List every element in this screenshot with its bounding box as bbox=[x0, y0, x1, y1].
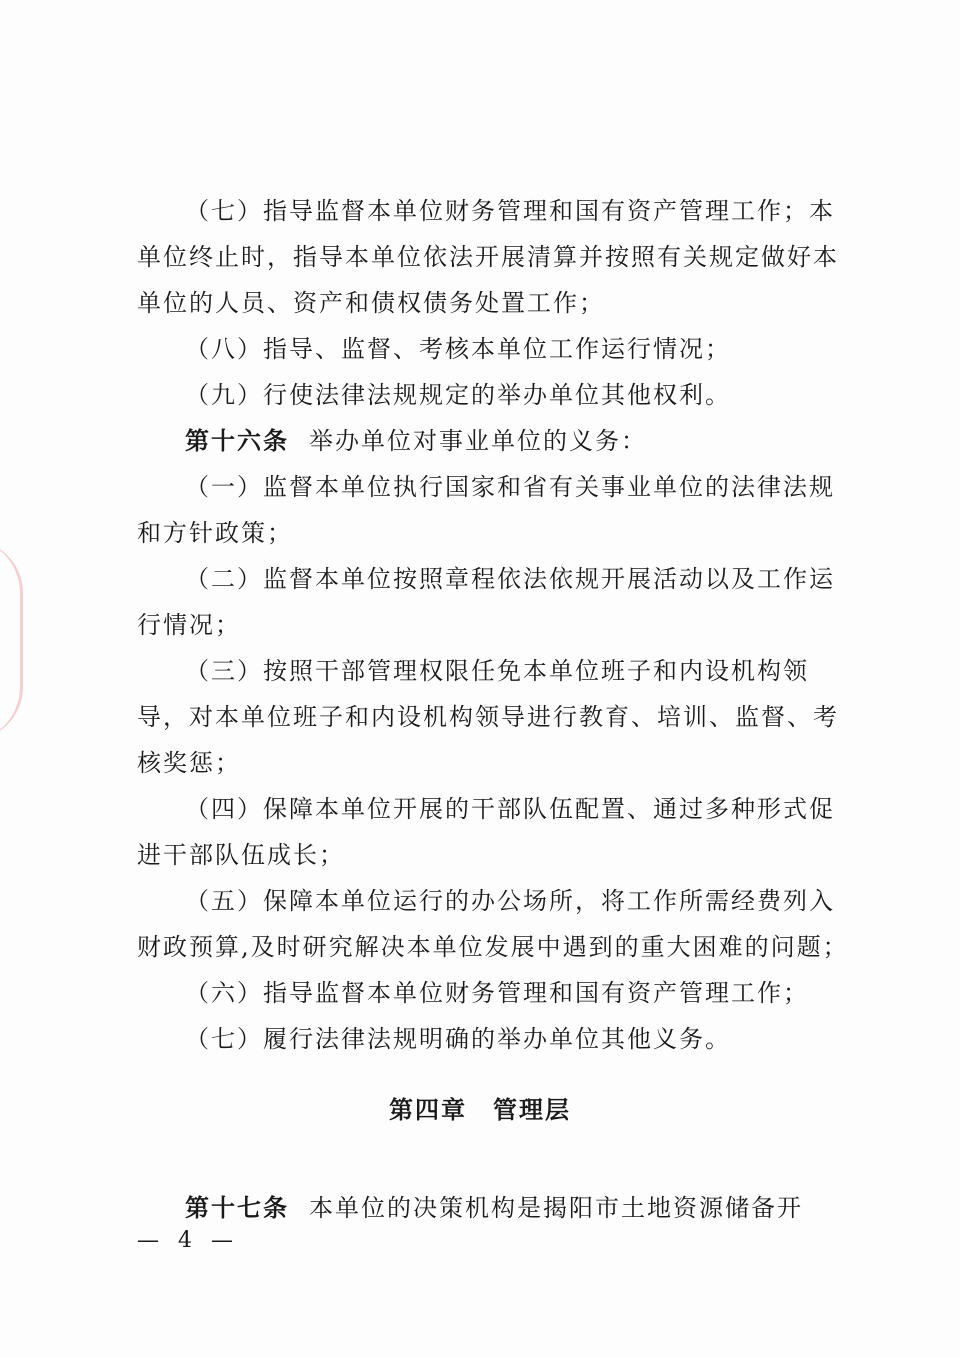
line-text: （八）指导、监督、考核本单位工作运行情况； bbox=[185, 335, 731, 363]
body-text bbox=[137, 188, 849, 1062]
article-17-text: 本单位的决策机构是揭阳市土地资源储备开 bbox=[309, 1194, 803, 1222]
chapter-heading bbox=[0, 1090, 960, 1125]
line-text: （六）指导监督本单位财务管理和国有资产管理工作； bbox=[185, 979, 809, 1007]
text-line bbox=[137, 464, 837, 510]
text-line bbox=[137, 648, 837, 694]
text-line bbox=[137, 556, 837, 602]
text-line bbox=[137, 786, 837, 832]
red-seal-fragment bbox=[0, 540, 23, 740]
article-label: 第十六条 bbox=[185, 427, 289, 455]
chapter-title: 管理层 bbox=[493, 1096, 571, 1124]
line-text: 核奖惩； bbox=[137, 749, 241, 777]
line-text: （一）监督本单位执行国家和省有关事业单位的法律法规 bbox=[185, 473, 835, 501]
line-text: （二）监督本单位按照章程依法依规开展活动以及工作运 bbox=[185, 565, 835, 593]
line-text: 财政预算,及时研究解决本单位发展中遇到的重大困难的问题； bbox=[137, 933, 849, 961]
text-line bbox=[137, 372, 837, 418]
text-line bbox=[137, 970, 837, 1016]
line-text: （七）指导监督本单位财务管理和国有资产管理工作；本 bbox=[185, 197, 835, 225]
text-line bbox=[137, 510, 837, 556]
line-text: 进干部队伍成长； bbox=[137, 841, 345, 869]
line-text: （九）行使法律法规规定的举办单位其他权利。 bbox=[185, 381, 731, 409]
text-line bbox=[137, 602, 837, 648]
text-line bbox=[137, 234, 837, 280]
line-text: （三）按照干部管理权限任免本单位班子和内设机构领 bbox=[185, 657, 809, 685]
line-text: 导，对本单位班子和内设机构领导进行教育、培训、监督、考 bbox=[137, 703, 839, 731]
text-line bbox=[137, 832, 837, 878]
text-line bbox=[137, 1016, 837, 1062]
text-line bbox=[137, 878, 837, 924]
text-line bbox=[137, 326, 837, 372]
text-line bbox=[137, 924, 849, 970]
article-17-label: 第十七条 bbox=[185, 1194, 289, 1222]
line-text: （四）保障本单位开展的干部队伍配置、通过多种形式促 bbox=[185, 795, 835, 823]
page-number: — 4 — bbox=[137, 1228, 239, 1253]
text-line bbox=[137, 694, 837, 740]
text-line bbox=[137, 740, 837, 786]
chapter-number: 第四章 bbox=[389, 1096, 467, 1124]
line-text: （五）保障本单位运行的办公场所，将工作所需经费列入 bbox=[185, 887, 835, 915]
line-text: （七）履行法律法规明确的举办单位其他义务。 bbox=[185, 1025, 731, 1053]
line-text: 单位终止时，指导本单位依法开展清算并按照有关规定做好本 bbox=[137, 243, 839, 271]
text-line bbox=[137, 280, 837, 326]
line-text: 单位的人员、资产和债权债务处置工作； bbox=[137, 289, 605, 317]
text-line bbox=[137, 188, 837, 234]
article-17-line bbox=[137, 1185, 885, 1231]
line-text: 行情况； bbox=[137, 611, 241, 639]
line-text: 和方针政策； bbox=[137, 519, 293, 547]
text-line bbox=[137, 418, 837, 464]
line-text: 举办单位对事业单位的义务： bbox=[309, 427, 647, 455]
